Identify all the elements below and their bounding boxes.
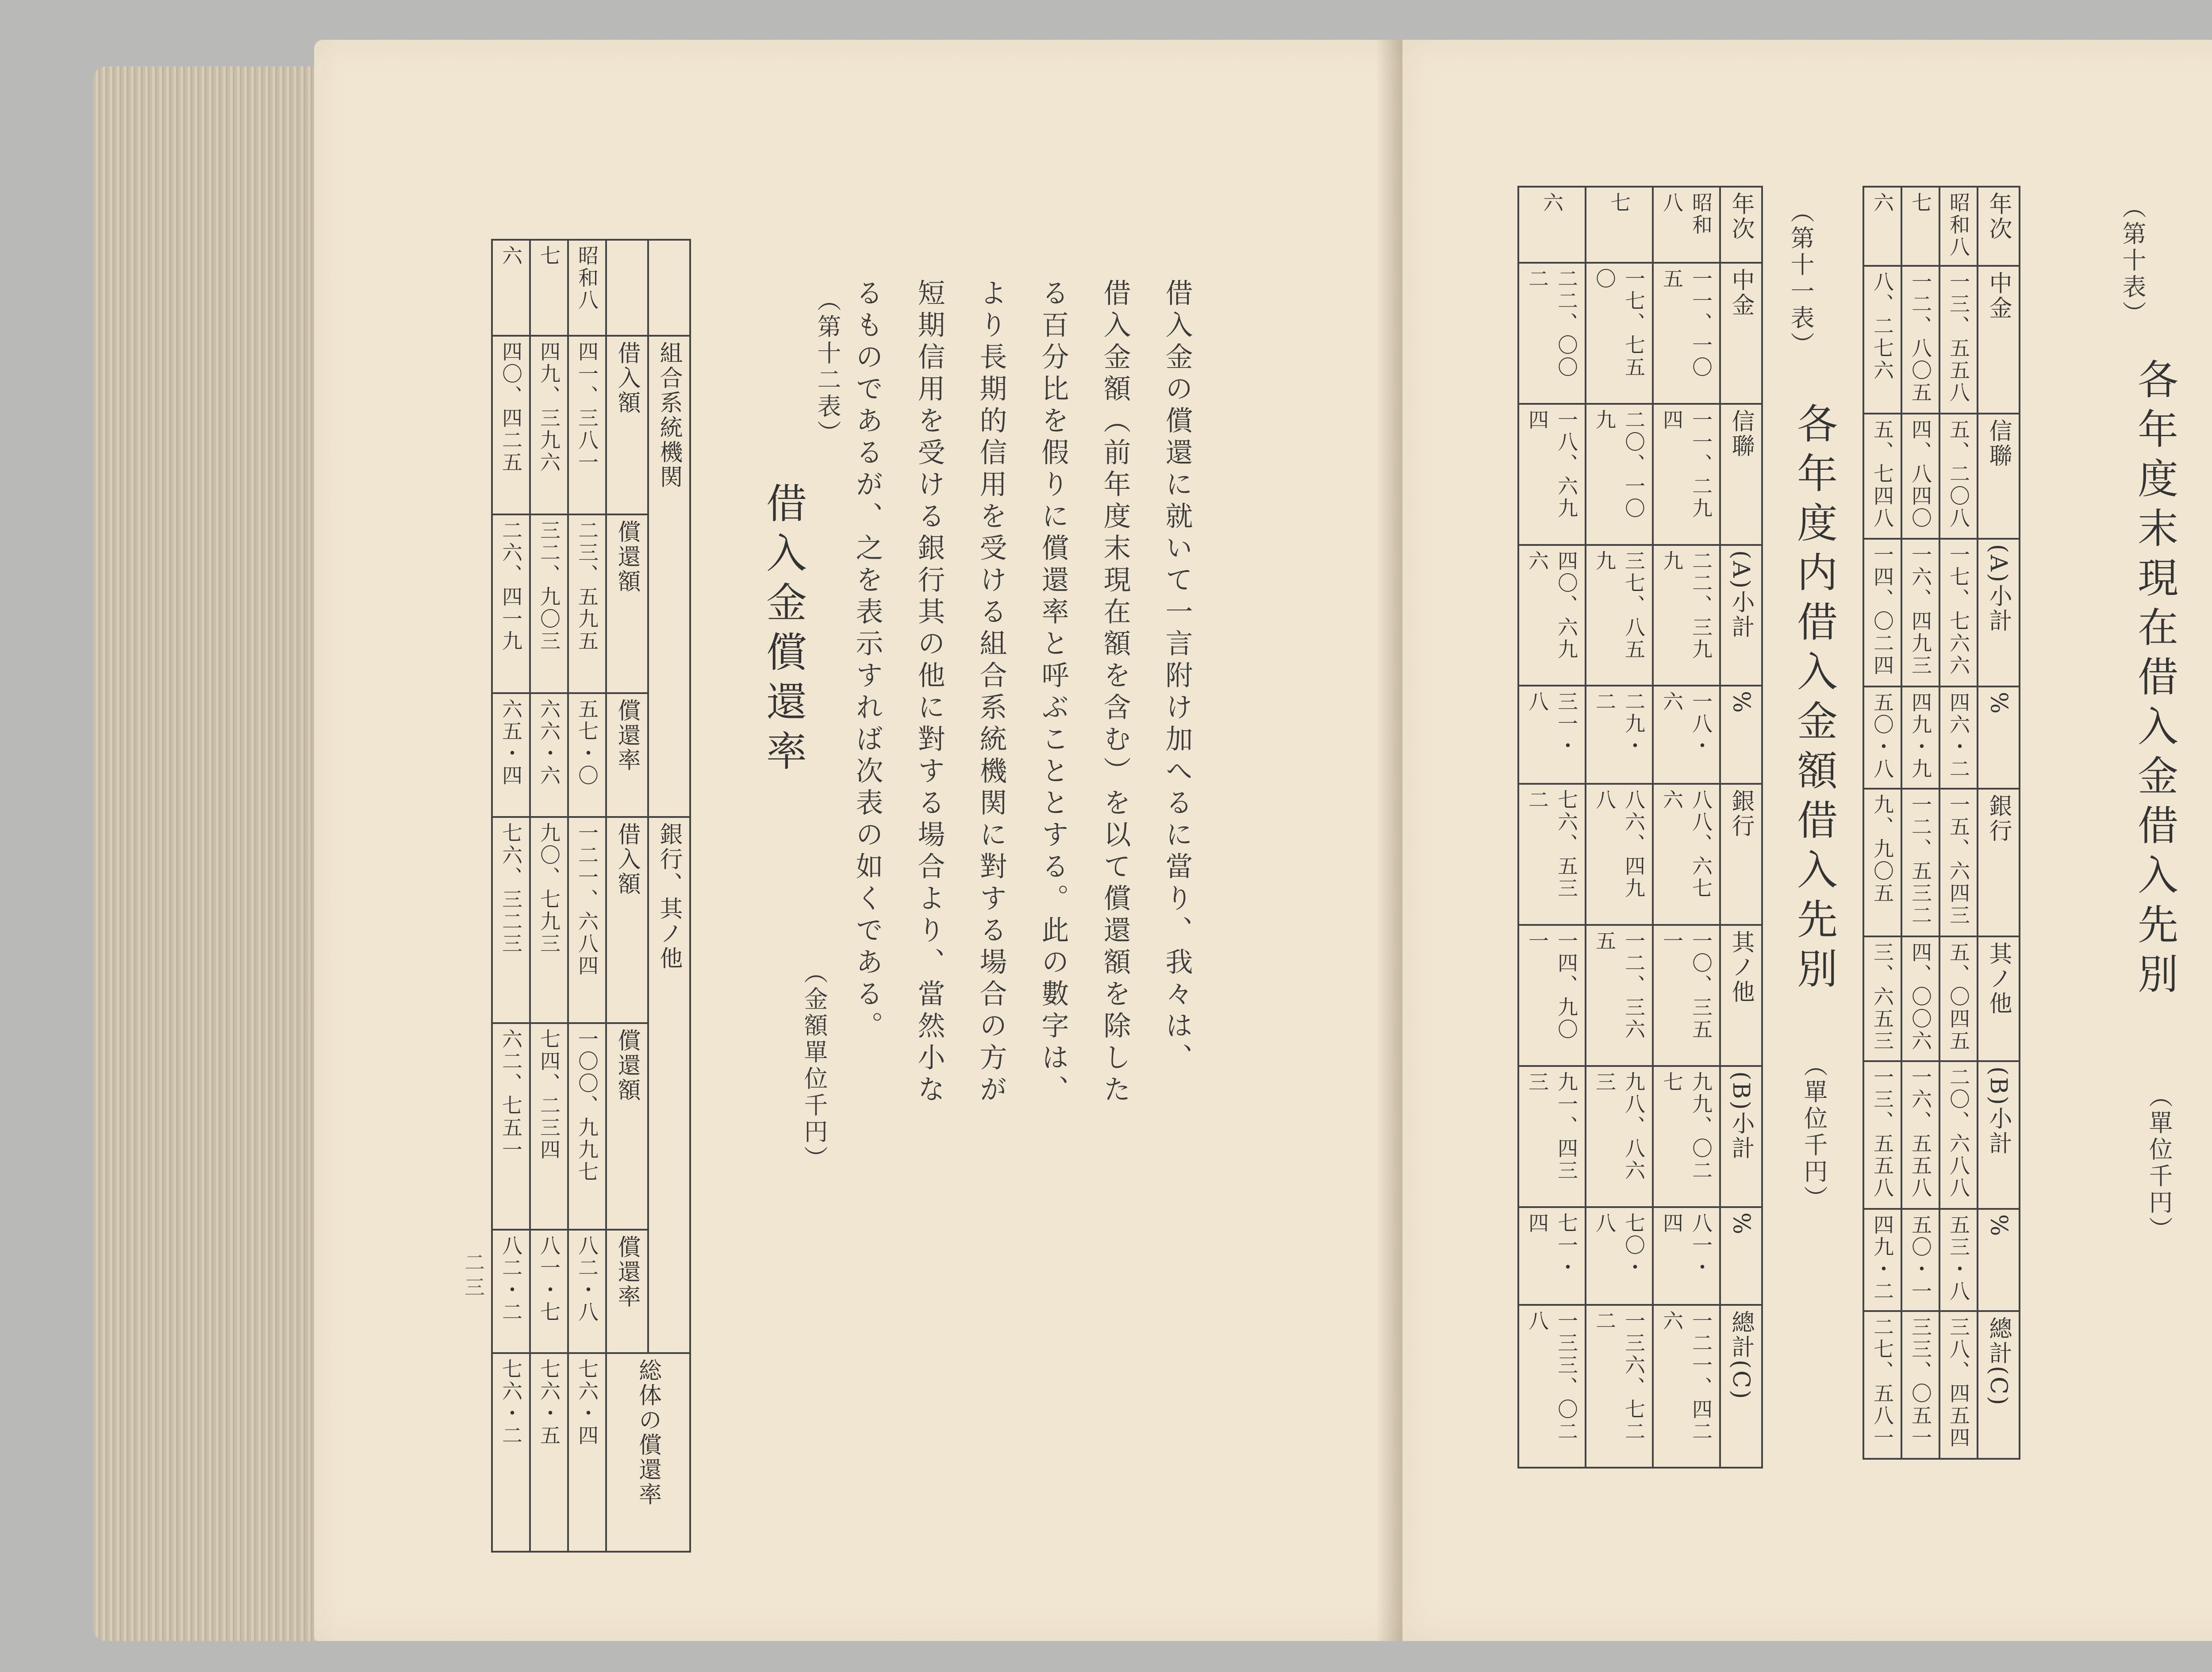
table10-cell: 二七、五八一 [1863,1311,1901,1459]
table11-cell: 一一、一〇五 [1653,263,1720,404]
table12-group-2-header: 銀行、其ノ他 [648,817,690,1353]
table11-year-header: 年次 [1720,187,1762,263]
table11-year-cell: 六 [1518,187,1586,263]
paragraph-line-4: より長期的信用を受ける組合系統機関に對する場合の方が [975,279,1007,1107]
table11-cell: 三一・八 [1518,686,1586,783]
table12-label: （第十二表） [814,288,841,447]
table10-col: 總計(C) [1978,1311,2020,1459]
table11-cell: 七〇・八 [1586,1207,1653,1305]
table11-cell: 七一・四 [1518,1207,1586,1305]
table10-col: % [1978,686,2020,789]
table12-cell: 七六・二 [492,1353,530,1552]
paragraph-line-1: 借入金の償還に就いて一言附け加へるに當り、我々は、 [1161,279,1193,1075]
table11-cell: 一八・六 [1653,686,1720,783]
table12-cell: 三二、九〇三 [530,514,568,693]
table12-col-total-rate: 総体の償還率 [606,1353,690,1552]
table12-year-header-2 [606,240,648,336]
table11-col: (A)小計 [1720,545,1762,686]
table10-cell: 九、九〇五 [1863,789,1901,936]
table11-col: % [1720,1207,1762,1305]
right-page [1402,40,2212,1641]
table11-col: 銀行 [1720,784,1762,925]
table10-cell: 五〇・一 [1901,1209,1939,1311]
paragraph-line-6: るものであるが、之を表示すれば次表の如くである。 [851,279,883,1043]
table12-cell: 七六・四 [568,1353,606,1552]
table10-col: (B)小計 [1978,1061,2020,1209]
table11-cell: 三七、八五九 [1586,545,1653,686]
table12-cell: 一二一、六八四 [568,817,606,1023]
table10-cell: 五、〇四五 [1939,936,1978,1061]
table12-year-cell: 六 [492,240,530,336]
table12-cell: 七六・五 [530,1353,568,1552]
table11-cell: 一〇、三五一 [1653,925,1720,1066]
table11-col: 總計(C) [1720,1305,1762,1468]
table11-col: % [1720,686,1762,783]
table12-unit: （金額單位千円） [800,960,828,1172]
left-page-edges [93,66,323,1641]
table10-cell: 四、〇〇六 [1901,936,1939,1061]
table10-cell: 五、二〇八 [1939,414,1978,538]
table12-col-rate-1: 償還率 [606,693,648,817]
table10-cell: 三八、四五四 [1939,1311,1978,1459]
table10-col: 信聯 [1978,414,2020,538]
table10-year-header: 年次 [1978,187,2020,266]
table10-cell: 五三・八 [1939,1209,1978,1311]
table11-unit: （單位千円） [1800,1053,1828,1212]
table10-unit: （單位千円） [2145,1084,2173,1243]
table10-cell: 一二、八〇五 [1901,266,1939,414]
table12-col-rate-2: 償還率 [606,1230,648,1353]
table12-cell: 七六、三二三 [492,817,530,1023]
table11-cell: 一三六、七二二 [1586,1305,1653,1468]
table-row [1518,187,1586,1468]
table10-cell: 一四、〇二四 [1863,539,1901,686]
table11-cell: 一二一、四二六 [1653,1305,1720,1468]
table11-cell: 二九・二 [1586,686,1653,783]
table11-cell: 一四、九〇一 [1518,925,1586,1066]
table11-col: 其ノ他 [1720,925,1762,1066]
table11-cell: 七六、五三二 [1518,784,1586,925]
table11-cell: 一一、二九四 [1653,404,1720,545]
table12-cell: 一〇〇、九九七 [568,1023,606,1229]
table12-cell: 九〇、七九三 [530,817,568,1023]
open-book [93,40,2212,1650]
table11 [1517,186,1763,1469]
table12 [491,239,691,1553]
table10-cell: 二〇、六八八 [1939,1061,1978,1209]
table11-cell: 四〇、六九六 [1518,545,1586,686]
table11-cell: 九九、〇二七 [1653,1066,1720,1207]
table10-cell: 一六、四九三 [1901,539,1939,686]
table-row [492,240,530,1552]
table11-cell: 一二、三六五 [1586,925,1653,1066]
table-row [568,240,606,1552]
table10-year-cell: 七 [1901,187,1939,266]
left-page-number: 二三 [461,1252,485,1301]
table-row [530,240,568,1552]
table12-col-borrow-1: 借入額 [606,336,648,514]
table10-cell: 四六・二 [1939,686,1978,789]
table10-col: 其ノ他 [1978,936,2020,1061]
table12-cell: 二三、五九五 [568,514,606,693]
table11-cell: 八六、四九八 [1586,784,1653,925]
table12-cell: 八一・七 [530,1230,568,1353]
paragraph-line-5: 短期信用を受ける銀行其の他に對する場合より、當然小な [913,279,945,1107]
table10-year-cell: 昭和八 [1939,187,1978,266]
table10-cell: 一三、五五八 [1863,1061,1901,1209]
table12-cell: 八二・二 [492,1230,530,1353]
table11-cell: 一七、七五〇 [1586,263,1653,404]
table-row [1653,187,1720,1468]
table10-cell: 五、七四八 [1863,414,1901,538]
table11-year-cell: 七 [1586,187,1653,263]
table12-year-header [648,240,690,336]
table10-cell: 三三、〇五一 [1901,1311,1939,1459]
table11-cell: 二二、三九九 [1653,545,1720,686]
table11-cell: 二二、〇〇二 [1518,263,1586,404]
table10-cell: 一七、七六六 [1939,539,1978,686]
table12-cell: 六五・四 [492,693,530,817]
table12-group-1-header: 組合系統機関 [648,336,690,817]
table-row [1939,187,1978,1459]
table12-col-borrow-2: 借入額 [606,817,648,1023]
table11-col: 中金 [1720,263,1762,404]
table10-cell: 一五、六四三 [1939,789,1978,936]
table11-cell: 九八、八六三 [1586,1066,1653,1207]
table10-cell: 四九・九 [1901,686,1939,789]
table11-cell: 二〇、一〇九 [1586,404,1653,545]
table-row [1901,187,1939,1459]
table11-label: （第十一表） [1787,199,1815,358]
table11-cell: 一八、六九四 [1518,404,1586,545]
left-page [314,40,1411,1641]
table12-col-repay-2: 償還額 [606,1023,648,1229]
table11-cell: 八一・四 [1653,1207,1720,1305]
paragraph-line-3: る百分比を假りに償還率と呼ぶこととする。此の數字は、 [1037,279,1069,1107]
table11-col: 信聯 [1720,404,1762,545]
table12-cell: 八二・八 [568,1230,606,1353]
table10 [1863,186,2020,1460]
table10-cell: 三、六五三 [1863,936,1901,1061]
table10-col: (A)小計 [1978,539,2020,686]
table10-title: 各年度末現在借入金借入先別 [2131,358,2178,1002]
table10-col: 中金 [1978,266,2020,414]
table10-cell: 四九・二 [1863,1209,1901,1311]
table12-title: 借入金償還率 [760,482,807,779]
table11-col: (B)小計 [1720,1066,1762,1207]
table12-year-cell: 昭和八 [568,240,606,336]
table10-cell: 一二、五三二 [1901,789,1939,936]
table12-col-repay-1: 償還額 [606,514,648,693]
table12-year-cell: 七 [530,240,568,336]
table12-cell: 六六・六 [530,693,568,817]
table-row [1863,187,1901,1459]
table12-cell: 四一、三八一 [568,336,606,514]
table12-cell: 七四、二三四 [530,1023,568,1229]
table11-year-cell: 昭和八 [1653,187,1720,263]
table11-cell: 八八、六七六 [1653,784,1720,925]
table12-cell: 五七・〇 [568,693,606,817]
table10-cell: 五〇・八 [1863,686,1901,789]
table10-col: % [1978,1209,2020,1311]
table11-cell: 九一、四三三 [1518,1066,1586,1207]
table10-cell: 一六、五五八 [1901,1061,1939,1209]
paragraph-line-2: 借入金額（前年度末現在額を含む）を以て償還額を除した [1099,279,1131,1107]
table10-col: 銀行 [1978,789,2020,936]
table12-cell: 四〇、四二五 [492,336,530,514]
table10-cell: 四、八四〇 [1901,414,1939,538]
table12-cell: 二六、四一九 [492,514,530,693]
table10-cell: 一三、五五八 [1939,266,1978,414]
table12-cell: 四九、三九六 [530,336,568,514]
table12-cell: 六二、七五一 [492,1023,530,1229]
table10-cell: 八、二七六 [1863,266,1901,414]
table-row [1586,187,1653,1468]
table11-title: 各年度内借入金額借入先別 [1790,403,1838,997]
table10-label: （第十表） [2119,195,2147,327]
table10-year-cell: 六 [1863,187,1901,266]
table11-cell: 一三三、〇二八 [1518,1305,1586,1468]
